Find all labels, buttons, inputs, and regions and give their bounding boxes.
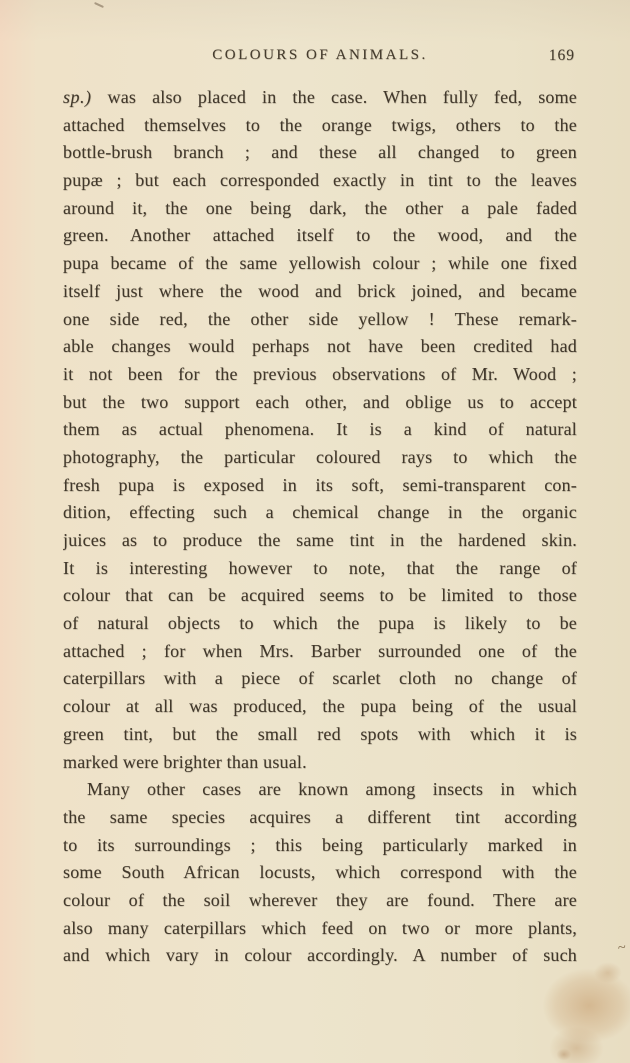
- running-header: [63, 47, 577, 67]
- text-line: fresh pupa is exposed in its soft, semi-transparent con-: [63, 474, 577, 495]
- text-line: it not been for the previous observations of Mr. Wood ;: [63, 363, 577, 384]
- text-line: also many caterpillars which feed on two or more plants,: [63, 917, 577, 938]
- text-line: able changes would perhaps not have been credited had: [63, 336, 577, 357]
- text-line: colour at all was produced, the pupa being of the usual: [63, 696, 577, 717]
- text-line: of natural objects to which the pupa is likely to be: [63, 613, 577, 634]
- text-line: dition, effecting such a chemical change in the organic: [63, 502, 577, 523]
- text-line: colour that can be acquired seems to be limited to those: [63, 585, 577, 606]
- text-line: some South African locusts, which correspond with the: [63, 862, 577, 883]
- text-line: itself just where the wood and brick joined, and became: [63, 280, 577, 301]
- text-line: but the two support each other, and oblige us to accept: [63, 391, 577, 412]
- text-line: caterpillars with a piece of scarlet cloth no change of: [63, 668, 577, 689]
- page-number: 169: [548, 47, 575, 64]
- text-line: pupa became of the same yellowish colour ; while one fixed: [63, 253, 577, 274]
- text-line: green. Another attached itself to the wood, and the: [63, 225, 577, 246]
- text-line: the same species acquires a different tint according: [63, 806, 577, 827]
- text-line: to its surroundings ; this being particularly marked in: [63, 834, 577, 855]
- text-line: green tint, but the small red spots with which it is: [63, 723, 577, 744]
- pen-squiggle-mark: ~: [616, 939, 628, 957]
- text-line: Many other cases are known among insects in which: [87, 779, 577, 800]
- text-line: and which vary in colour accordingly. A number of such: [63, 945, 577, 966]
- text-line: them as actual phenomena. It is a kind of natural: [63, 419, 577, 440]
- text-line: colour of the soil wherever they are found. There are: [63, 889, 577, 910]
- text-line: around it, the one being dark, the other a pale faded: [63, 197, 577, 218]
- text-line: juices as to produce the same tint in the hardened skin.: [63, 530, 577, 550]
- chapter-running-title: COLOURS OF ANIMALS.: [212, 47, 428, 63]
- text-line: one side red, the other side yellow ! These remark-: [63, 308, 577, 329]
- text-line: attached themselves to the orange twigs, others to the: [63, 114, 577, 135]
- paragraph: [63, 84, 577, 776]
- text-line: bottle-brush branch ; and these all changed to green: [63, 142, 577, 163]
- paragraph: [63, 776, 577, 970]
- species-abbreviation-italic: sp.): [63, 87, 92, 107]
- text-line: photography, the particular coloured rays to which the: [63, 446, 577, 467]
- paper-scratch-mark: [94, 2, 104, 8]
- text-line: pupæ ; but each corresponded exactly in tint to the leaves: [63, 170, 577, 191]
- page-text-block: [63, 84, 577, 970]
- text-line: sp.) was also placed in the case. When fully fed, some: [63, 87, 577, 107]
- text-line: marked were brighter than usual.: [63, 751, 307, 772]
- text-line: attached ; for when Mrs. Barber surrounded one of the: [63, 640, 577, 661]
- text-line: It is interesting however to note, that the range of: [63, 557, 577, 578]
